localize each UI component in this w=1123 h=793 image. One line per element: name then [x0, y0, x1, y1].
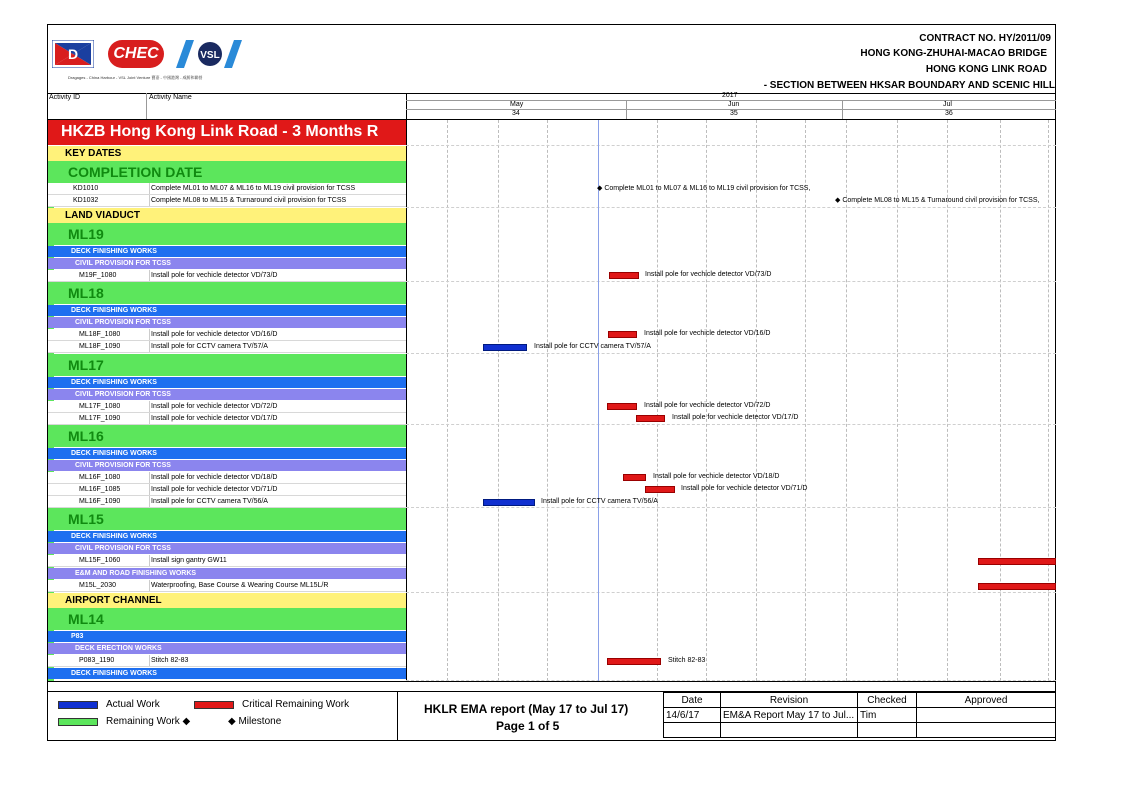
critical-bar[interactable]: [978, 558, 1056, 565]
rev-date: 14/6/17: [664, 708, 721, 723]
grid-line: [846, 120, 847, 681]
grid-line: [1000, 120, 1001, 681]
band-deck-erection[interactable]: DECK ERECTION WORKS: [48, 643, 406, 654]
revision-table: [663, 692, 1056, 738]
table-row[interactable]: ML17F_1080 Install pole for vechicle detector VD/72/D: [48, 401, 406, 413]
week-36: 36: [945, 110, 953, 117]
col-activity-id: Activity ID: [49, 94, 81, 101]
band-deck-finishing[interactable]: DECK FINISHING WORKS: [48, 531, 406, 542]
milestone-kd1032[interactable]: ◆ Complete ML08 to ML15 & Turnaround civil provision for TCSS,: [835, 197, 1040, 204]
critical-bar[interactable]: [608, 331, 637, 338]
grid-row-line: [406, 507, 1056, 508]
band-deck-finishing[interactable]: DECK FINISHING WORKS: [48, 246, 406, 257]
critical-bar[interactable]: [607, 403, 637, 410]
table-row[interactable]: M15L_2030 Waterproofing, Base Course & Wearing Course ML15L/R: [48, 580, 406, 592]
legend-critical-swatch: [194, 701, 234, 709]
grid-line: [756, 120, 757, 681]
table-row[interactable]: ML18F_1090 Install pole for CCTV camera TV/57/A: [48, 341, 406, 353]
critical-bar[interactable]: [978, 583, 1056, 590]
critical-bar[interactable]: [645, 486, 675, 493]
project-title: HKZB Hong Kong Link Road - 3 Months R: [48, 120, 406, 145]
grid-line: [657, 120, 658, 681]
critical-bar[interactable]: [607, 658, 661, 665]
band-deck-finishing[interactable]: DECK FINISHING WORKS: [48, 305, 406, 316]
grid-line: [547, 120, 548, 681]
critical-bar[interactable]: [623, 474, 646, 481]
legend-critical: Critical Remaining Work: [242, 699, 350, 710]
grid-line: [805, 120, 806, 681]
section-ml15[interactable]: ML15: [48, 508, 406, 530]
grid-row-line: [406, 145, 1056, 146]
table-row[interactable]: ML16F_1090 Install pole for CCTV camera TV/56/A: [48, 496, 406, 508]
month-sep-1: [626, 100, 627, 119]
rev-header-approved: Approved: [917, 693, 1056, 708]
grid-line: [897, 120, 898, 681]
section-ml17[interactable]: ML17: [48, 354, 406, 376]
svg-text:D: D: [67, 46, 79, 62]
section-land-viaduct[interactable]: LAND VIADUCT: [48, 208, 406, 223]
band-deck-finishing[interactable]: DECK FINISHING WORKS: [48, 377, 406, 388]
grid-line: [447, 120, 448, 681]
rev-revision: EM&A Report May 17 to Jul...: [721, 708, 858, 723]
table-row[interactable]: M19F_1080 Install pole for vechicle detector VD/73/D: [48, 270, 406, 282]
month-sep-2: [842, 100, 843, 119]
rev-empty: [917, 723, 1056, 738]
actual-bar[interactable]: [483, 344, 527, 351]
grid-line: [1048, 120, 1049, 681]
col-activity-name: Activity Name: [149, 94, 192, 101]
rev-header-revision: Revision: [721, 693, 858, 708]
legend-actual: Actual Work: [106, 699, 160, 710]
rev-empty: [664, 723, 721, 738]
rev-header-date: Date: [664, 693, 721, 708]
month-jun: Jun: [728, 101, 740, 108]
band-civil-provision[interactable]: CIVIL PROVISION FOR TCSS: [48, 543, 406, 554]
grid-line: [706, 120, 707, 681]
table-row[interactable]: ML16F_1080 Install pole for vechicle detector VD/18/D: [48, 472, 406, 484]
bar-label: Install pole for vechicle detector VD/16/D: [644, 330, 771, 337]
svg-text:VSL: VSL: [200, 50, 220, 61]
footer-divider: [397, 691, 398, 741]
section-ml14[interactable]: ML14: [48, 608, 406, 630]
table-row[interactable]: ML18F_1080 Install pole for vechicle detector VD/16/D: [48, 329, 406, 341]
grid-row-line: [406, 592, 1056, 593]
legend-milestone: ◆ Milestone: [228, 716, 282, 727]
bar-label: Install pole for vechicle detector VD/71/D: [681, 485, 808, 492]
logo-caption: Dragages - China Harbour - VSL Joint Venture 寶嘉 - 中國港灣 - 威勝和聯營: [68, 75, 203, 80]
critical-bar[interactable]: [636, 415, 665, 422]
band-civil-provision[interactable]: CIVIL PROVISION FOR TCSS: [48, 460, 406, 471]
section-airport-channel[interactable]: AIRPORT CHANNEL: [48, 593, 406, 608]
rev-approved: [917, 708, 1056, 723]
month-jul: Jul: [943, 101, 952, 108]
section-completion-date[interactable]: COMPLETION DATE: [48, 161, 406, 183]
contract-number: CONTRACT NO. HY/2011/09: [919, 33, 1051, 44]
band-deck-finishing[interactable]: DECK FINISHING WORKS: [48, 668, 406, 679]
band-em-road[interactable]: E&M AND ROAD FINISHING WORKS: [48, 568, 406, 579]
band-civil-provision[interactable]: CIVIL PROVISION FOR TCSS: [48, 389, 406, 400]
band-civil-provision[interactable]: CIVIL PROVISION FOR TCSS: [48, 258, 406, 269]
week-34: 34: [512, 110, 520, 117]
header-divider: [47, 93, 1056, 94]
project-title-2: HONG KONG LINK ROAD: [925, 64, 1047, 75]
critical-bar[interactable]: [609, 272, 639, 279]
data-date-line: [598, 120, 599, 681]
chec-logo: CHEC: [108, 40, 164, 68]
bar-label: Stitch 82-83: [668, 657, 706, 664]
milestone-kd1010[interactable]: ◆ Complete ML01 to ML07 & ML16 to ML19 civil provision for TCSS,: [597, 185, 811, 192]
legend-remaining: Remaining Work ◆: [106, 716, 191, 727]
project-title-1: HONG KONG-ZHUHAI-MACAO BRIDGE: [860, 48, 1047, 59]
dragages-logo: [52, 40, 94, 68]
bar-label: Install pole for vechicle detector VD/72/D: [644, 402, 771, 409]
section-key-dates[interactable]: KEY DATES: [48, 146, 406, 161]
bar-label: Install pole for vechicle detector VD/73/D: [645, 271, 772, 278]
footer-rule: [47, 681, 1056, 682]
year-label: 2017: [722, 92, 738, 99]
rev-checked: Tim: [858, 708, 917, 723]
bar-label: Install pole for vechicle detector VD/17/D: [672, 414, 799, 421]
week-35: 35: [730, 110, 738, 117]
legend-actual-swatch: [58, 701, 98, 709]
table-row[interactable]: KD1010 Complete ML01 to ML07 & ML16 to ML19 civil provision for TCSS: [48, 183, 406, 195]
grid-row-line: [406, 207, 1056, 208]
band-civil-provision[interactable]: CIVIL PROVISION FOR TCSS: [48, 317, 406, 328]
month-may: May: [510, 101, 524, 108]
grid-row-line: [406, 353, 1056, 354]
bar-label: Install pole for CCTV camera TV/56/A: [541, 498, 658, 505]
bar-label: Install pole for vechicle detector VD/18/D: [653, 473, 780, 480]
table-row[interactable]: ML17F_1090 Install pole for vechicle detector VD/17/D: [48, 413, 406, 425]
rev-empty: [858, 723, 917, 738]
page-number: Page 1 of 5: [496, 719, 560, 733]
table-row[interactable]: ML15F_1060 Install sign gantry GW11: [48, 555, 406, 567]
report-title: HKLR EMA report (May 17 to Jul 17): [424, 702, 629, 716]
legend-remaining-swatch: [58, 718, 98, 726]
grid-row-line: [406, 281, 1056, 282]
col-divider: [146, 93, 147, 119]
table-row[interactable]: ML16F_1085 Install pole for vechicle detector VD/71/D: [48, 484, 406, 496]
bar-label: Install pole for CCTV camera TV/57/A: [534, 343, 651, 350]
grid-line: [947, 120, 948, 681]
project-title-3: - SECTION BETWEEN HKSAR BOUNDARY AND SCENIC HILL: [763, 80, 1055, 91]
rev-header-checked: Checked: [858, 693, 917, 708]
section-ml19[interactable]: ML19: [48, 223, 406, 245]
section-ml16[interactable]: ML16: [48, 425, 406, 447]
table-row[interactable]: KD1032 Complete ML08 to ML15 & Turnaround civil provision for TCSS: [48, 195, 406, 207]
band-deck-finishing[interactable]: DECK FINISHING WORKS: [48, 448, 406, 459]
section-ml18[interactable]: ML18: [48, 282, 406, 304]
rev-empty: [721, 723, 858, 738]
table-row[interactable]: P083_1190 Stitch 82-83: [48, 655, 406, 667]
grid-row-line: [406, 424, 1056, 425]
grid-line: [498, 120, 499, 681]
band-p83[interactable]: P83: [48, 631, 406, 642]
vsl-logo: [176, 40, 246, 68]
actual-bar[interactable]: [483, 499, 535, 506]
